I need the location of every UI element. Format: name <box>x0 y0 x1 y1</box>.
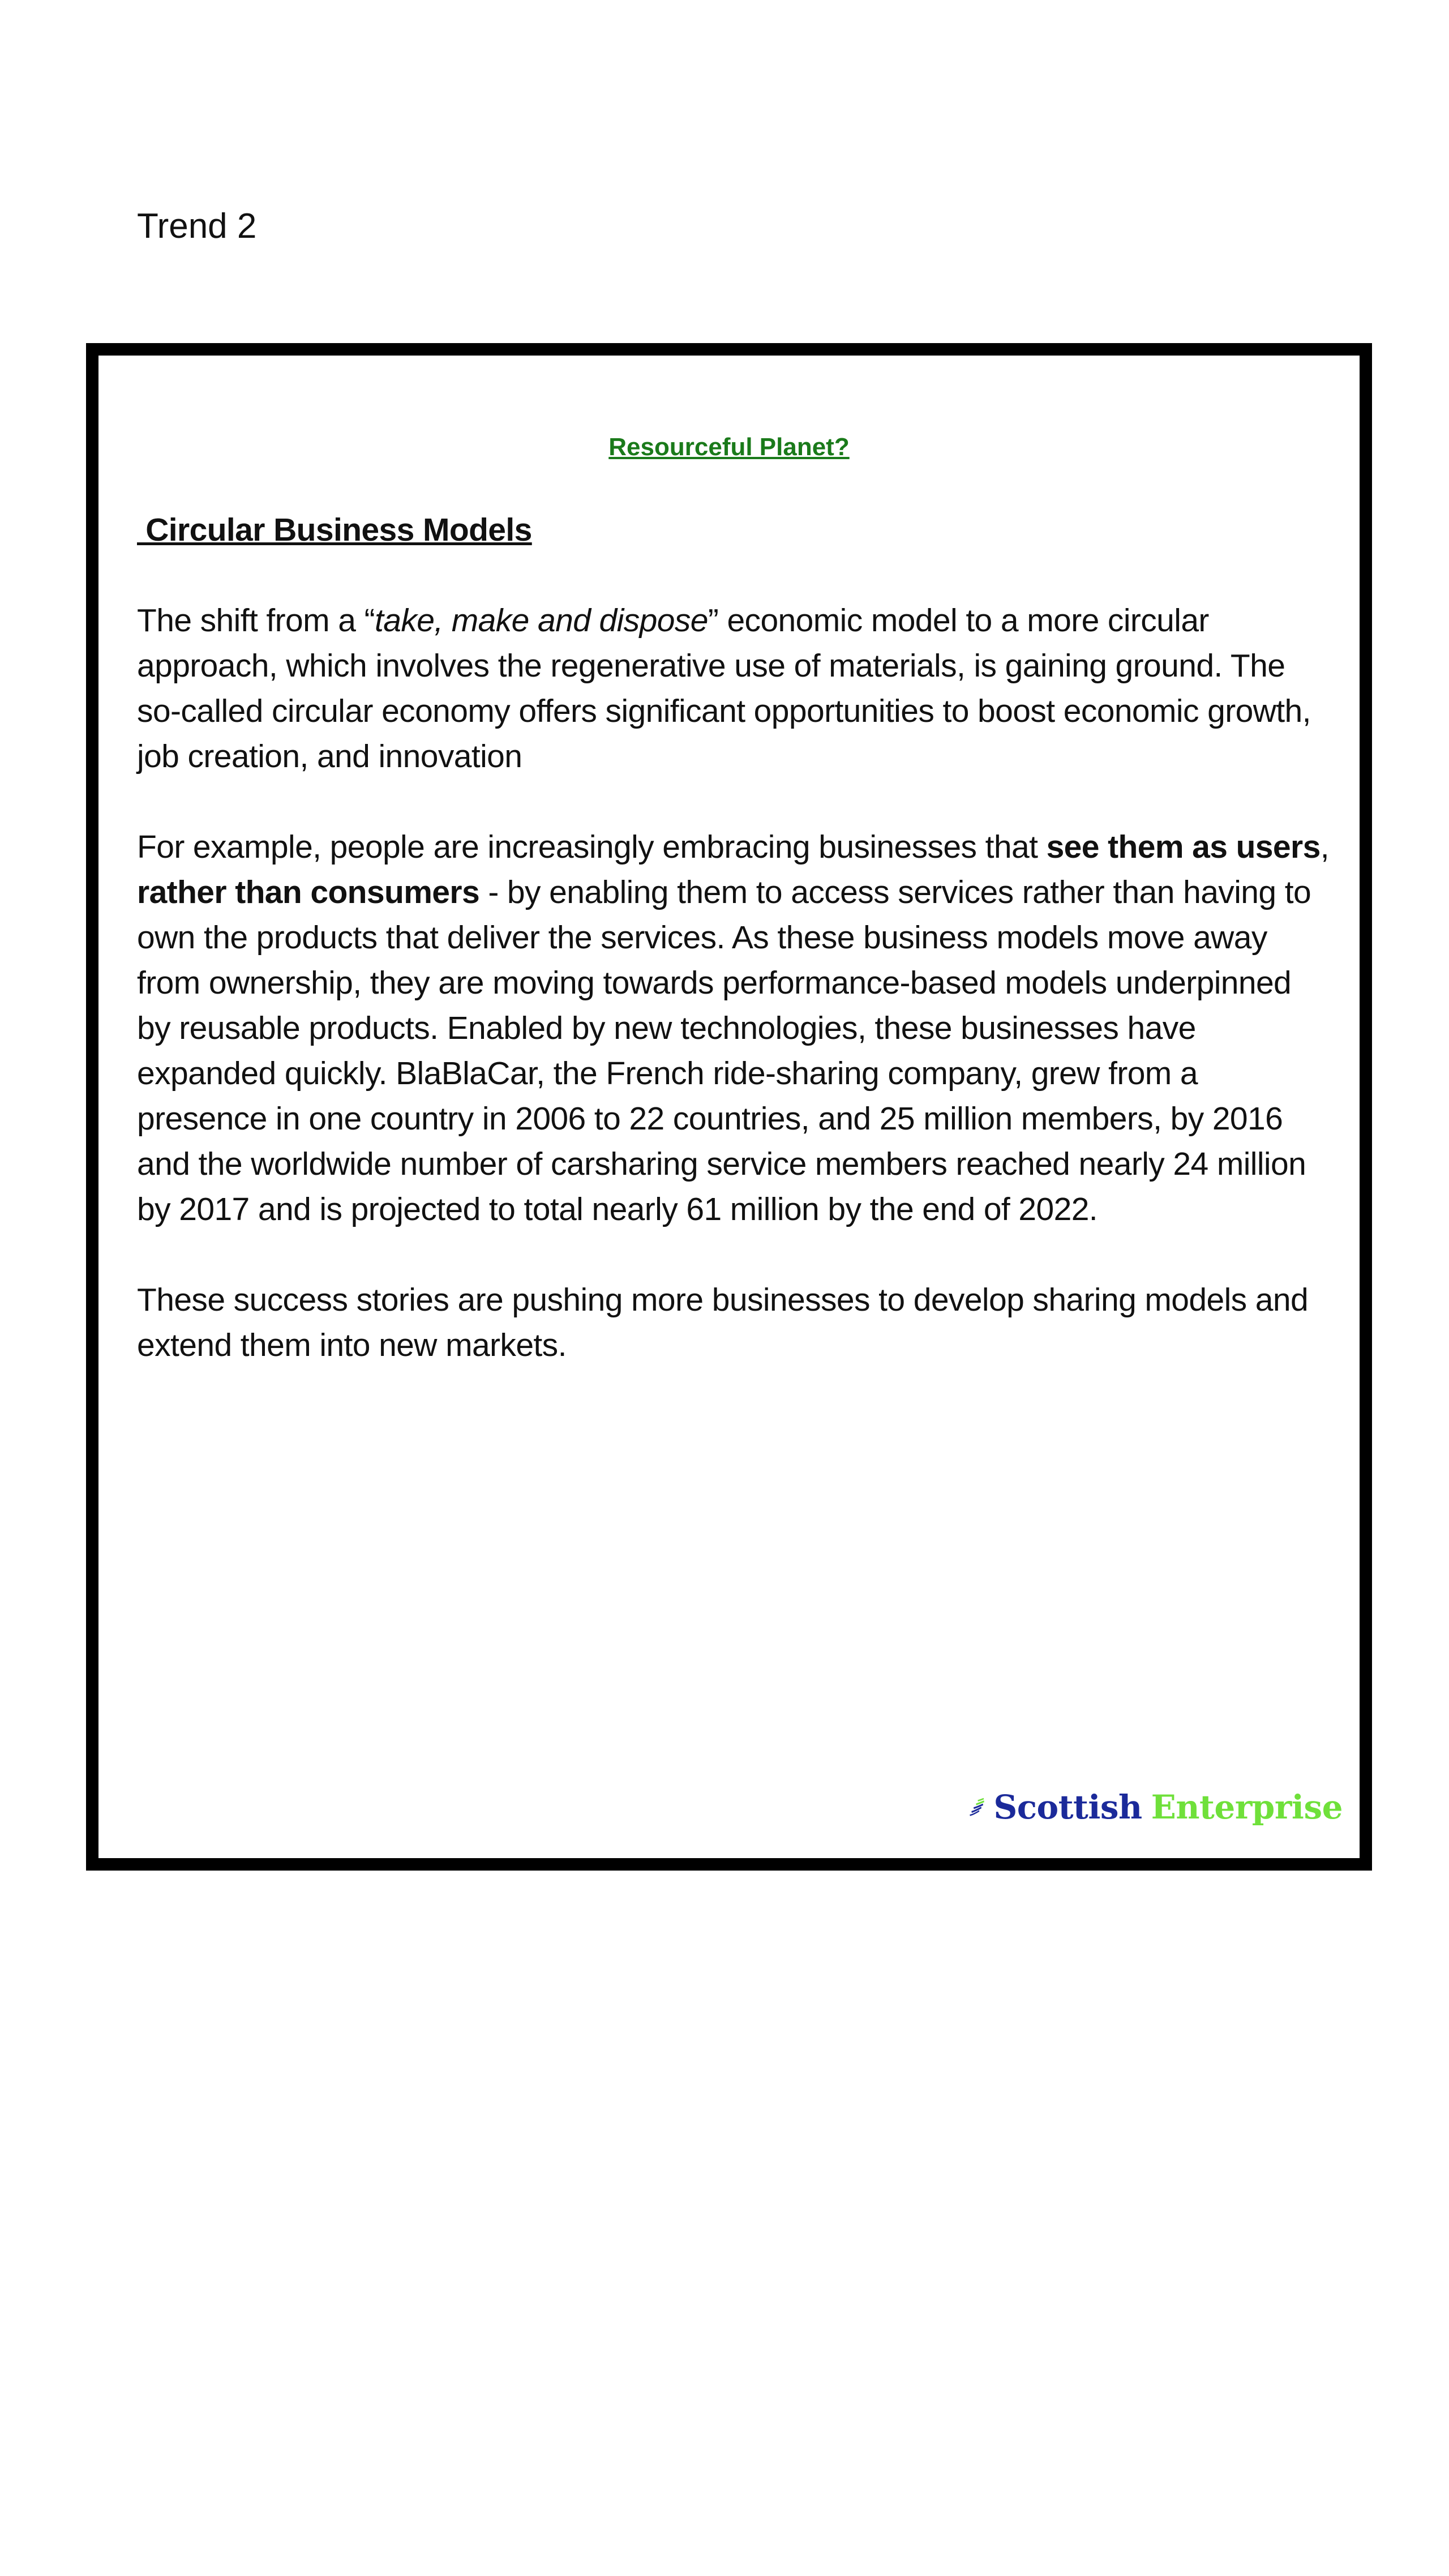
paragraph-example-part-2: , <box>1320 829 1329 865</box>
paragraph-intro <box>137 598 1330 779</box>
paragraph-conclusion: These success stories are pushing more businesses to develop sharing models and extend them into new markets. <box>137 1282 1309 1363</box>
trend-label: Trend 2 <box>137 207 257 246</box>
content-frame <box>86 343 1372 1871</box>
logo-word-scottish: Scottish <box>993 1788 1142 1826</box>
scottish-enterprise-logo <box>969 1773 1343 1841</box>
card-heading: Resourceful Planet? <box>608 433 850 461</box>
scottish-enterprise-wave-icon <box>969 1776 985 1838</box>
section-title: Circular Business Models <box>137 512 532 548</box>
paragraph-example <box>137 824 1330 1232</box>
card-content <box>137 507 1330 1368</box>
paragraph-example-part-3: - by enabling them to access services rather than having to own the products that deliver the services. As these business models move away from ownership, they are moving towards performance-based models underpinned by reusable products. Enabled by new technologies, these businesses have expanded quickly. BlaBlaCar, the French ride-sharing company, grew from a presence in one country in 2006 to 22 countries, and 25 million members, by 2016 and the worldwide number of carsharing service members reached nearly 24 million by 2017 and is projected to total nearly 61 million by the end of 2022. <box>137 874 1311 1227</box>
paragraph-example-bold-2: rather than consumers <box>137 874 480 910</box>
logo-word-enterprise: Enterprise <box>1151 1788 1343 1826</box>
paragraph-intro-before: The shift from a “ <box>137 602 375 639</box>
paragraph-example-part-1: For example, people are increasingly embracing businesses that <box>137 829 1047 865</box>
paragraph-intro-after: ” economic model to a more circular approach, which involves the regenerative use of materials, is gaining ground. The so-called circular economy offers significant opportunities to boost economic growth, job creation, and innovation <box>137 602 1311 774</box>
paragraph-intro-italic: take, make and dispose <box>374 602 708 639</box>
paragraph-example-bold-1: see them as users <box>1046 829 1321 865</box>
